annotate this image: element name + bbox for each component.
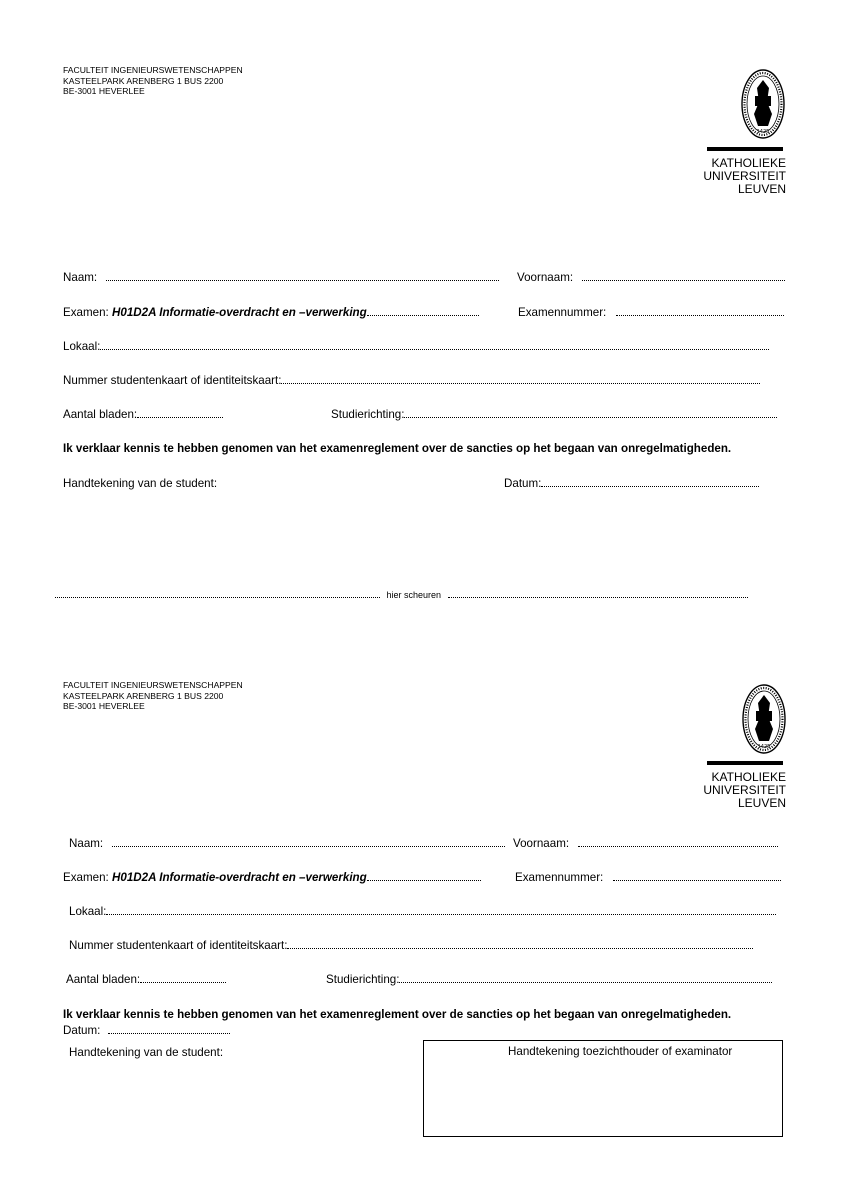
examnumber-row [515,871,781,885]
exam-label: Examen: [63,306,109,319]
university-line: LEUVEN [737,796,786,810]
studentcard-row [69,939,753,953]
studyprogram-field[interactable] [399,973,772,983]
exam-field[interactable] [367,871,481,881]
sheets-row [63,408,223,422]
examnumber-field[interactable] [616,306,784,316]
tear-label: hier scheuren [386,590,442,600]
faculty-address [63,65,243,97]
tear-line [55,590,748,600]
university-seal-icon [740,68,786,140]
tear-dots-left [55,590,380,598]
room-label: Lokaal: [63,340,101,353]
date-label: Datum: [504,477,542,490]
firstname-field[interactable] [582,271,785,281]
exam-field[interactable] [367,306,479,316]
name-label: Naam: [63,271,98,284]
university-rule [707,761,783,765]
studyprogram-row [326,973,772,987]
examnumber-row [518,306,784,320]
declaration-text: Ik verklaar kennis te hebben genomen van het examenreglement over de sancties op het begaan van onregelmatigheden. [63,1008,732,1021]
address-line: KASTEELPARK ARENBERG 1 BUS 2200 [63,690,224,701]
examnumber-label: Examennummer: [515,871,604,884]
declaration-text: Ik verklaar kennis te hebben genomen van het examenreglement over de sancties op het begaan van onregelmatigheden. [63,442,732,455]
supervisor-signature-box[interactable] [423,1040,783,1137]
sheets-field[interactable] [137,408,223,418]
studentcard-label: Nummer studentenkaart of identiteitskaart: [63,374,282,387]
name-row [63,271,499,285]
examnumber-label: Examennummer: [518,306,607,319]
address-line: BE-3001 HEVERLEE [63,86,145,96]
firstname-field[interactable] [578,837,778,847]
room-field[interactable] [100,340,769,350]
firstname-row [513,837,778,851]
examnumber-field[interactable] [613,871,781,881]
seal-year: 1425 [757,744,771,750]
exam-value: H01D2A Informatie-overdracht en –verwerking [112,306,367,319]
date-row [63,1024,230,1038]
university-line: KATHOLIEKE [711,156,786,170]
university-line: UNIVERSITEIT [703,169,786,183]
name-field[interactable] [106,271,499,281]
university-line: UNIVERSITEIT [703,783,786,797]
room-field[interactable] [106,905,776,915]
exam-label: Examen: [63,871,109,884]
exam-row [63,306,479,320]
room-row [69,905,776,919]
studyprogram-row [331,408,777,422]
studyprogram-label: Studierichting: [331,408,405,421]
firstname-row [517,271,785,285]
university-line: LEUVEN [737,182,786,196]
address-line: FACULTEIT INGENIEURSWETENSCHAPPEN [63,65,243,75]
sheets-label: Aantal bladen: [66,973,141,986]
name-label: Naam: [69,837,104,850]
tear-dots-right [448,590,748,598]
address-line: FACULTEIT INGENIEURSWETENSCHAPPEN [63,680,243,690]
name-row [69,837,505,851]
faculty-address [63,680,243,712]
firstname-label: Voornaam: [513,837,570,850]
studentcard-field[interactable] [281,374,760,384]
room-row [63,340,769,354]
signature-label: Handtekening van de student: [69,1046,224,1059]
university-name [703,157,786,196]
date-row [504,477,759,491]
room-label: Lokaal: [69,905,107,918]
name-field[interactable] [112,837,505,847]
university-seal-icon [741,683,787,755]
firstname-label: Voornaam: [517,271,574,284]
university-name [703,771,786,810]
exam-value: H01D2A Informatie-overdracht en –verwerking [112,871,367,884]
address-line: BE-3001 HEVERLEE [63,701,145,711]
university-rule [707,147,783,151]
address-line: KASTEELPARK ARENBERG 1 BUS 2200 [63,75,224,86]
sheets-field[interactable] [140,973,226,983]
studentcard-label: Nummer studentenkaart of identiteitskaart: [69,939,288,952]
date-field[interactable] [541,477,759,487]
date-field[interactable] [108,1024,230,1034]
studyprogram-label: Studierichting: [326,973,400,986]
university-line: KATHOLIEKE [711,770,786,784]
studentcard-row [63,374,760,388]
date-label: Datum: [63,1024,101,1037]
sheets-row [66,973,226,987]
studentcard-field[interactable] [287,939,753,949]
sheets-label: Aantal bladen: [63,408,138,421]
studyprogram-field[interactable] [404,408,777,418]
signature-label: Handtekening van de student: [63,477,218,490]
seal-year: 1425 [756,129,770,135]
exam-row [63,871,481,885]
supervisor-signature-label: Handtekening toezichthouder of examinator [508,1045,733,1058]
